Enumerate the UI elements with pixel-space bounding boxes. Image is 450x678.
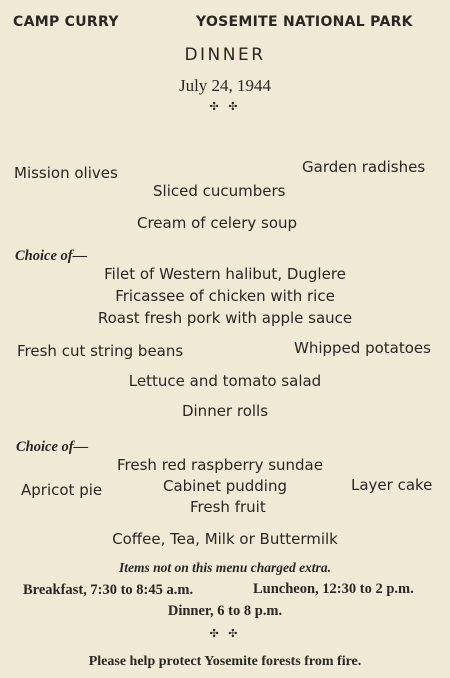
ornament-icon: ✣ ✣ — [209, 627, 241, 640]
side-whipped-potatoes: Whipped potatoes — [294, 339, 431, 357]
dessert-cabinet-pudding: Cabinet pudding — [163, 477, 288, 495]
footer-fire-notice: Please help protect Yosemite forests from fire. — [88, 654, 362, 669]
hours-luncheon: Luncheon, 12:30 to 2 p.m. — [253, 581, 414, 597]
hours-breakfast: Breakfast, 7:30 to 8:45 a.m. — [23, 582, 194, 598]
item-mission-olives: Mission olives — [14, 164, 118, 182]
dessert-layer-cake: Layer cake — [351, 476, 433, 494]
entree-item: Fricassee of chicken with rice — [115, 287, 335, 305]
dessert-fresh-fruit: Fresh fruit — [190, 498, 266, 516]
ornament-icon: ✣ ✣ — [209, 100, 241, 113]
dessert-apricot-pie: Apricot pie — [21, 481, 103, 499]
rolls-item: Dinner rolls — [181, 402, 269, 420]
entree-item: Roast fresh pork with apple sauce — [97, 309, 353, 327]
dessert-choice-label: Choice of— — [16, 439, 89, 455]
item-soup: Cream of celery soup — [137, 214, 298, 232]
salad-item: Lettuce and tomato salad — [128, 372, 322, 390]
header-park-name: YOSEMITE NATIONAL PARK — [196, 14, 413, 30]
dessert-sundae: Fresh red raspberry sundae — [117, 456, 323, 474]
entree-choice-label: Choice of— — [15, 248, 88, 264]
item-sliced-cucumbers: Sliced cucumbers — [153, 182, 286, 200]
hours-dinner: Dinner, 6 to 8 p.m. — [167, 603, 283, 619]
entree-item: Filet of Western halibut, Duglere — [104, 265, 346, 283]
beverages-item: Coffee, Tea, Milk or Buttermilk — [112, 530, 338, 548]
extra-charge-note: Items not on this menu charged extra. — [119, 560, 331, 575]
menu-date: July 24, 1944 — [178, 76, 272, 95]
menu-title: DINNER — [184, 45, 266, 65]
header-camp-name: CAMP CURRY — [13, 14, 119, 30]
side-string-beans: Fresh cut string beans — [17, 342, 184, 360]
item-garden-radishes: Garden radishes — [302, 158, 426, 176]
